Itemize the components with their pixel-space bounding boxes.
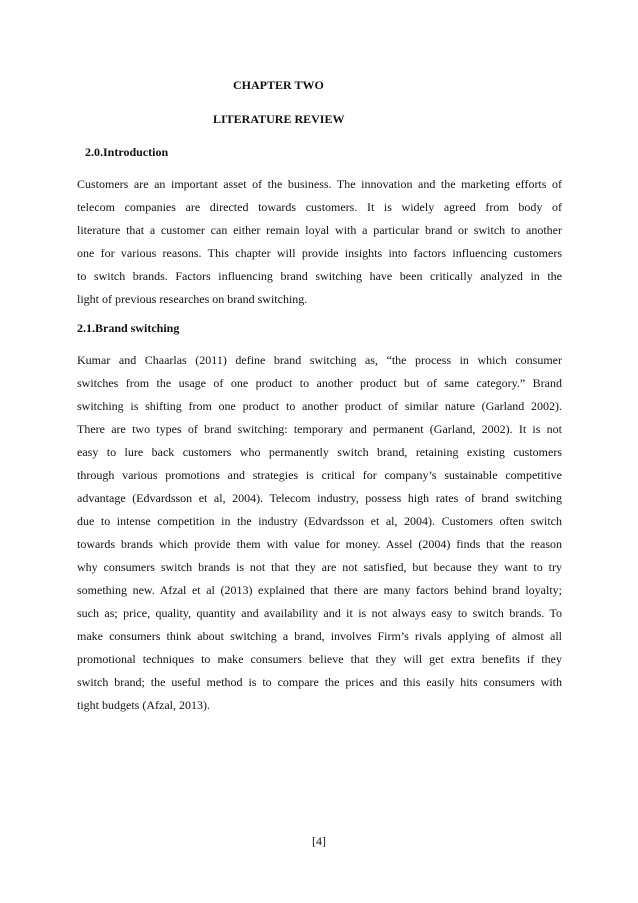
paragraph-line: such as; price, quality, quantity and availability and it is not always easy to switch brands. To: [77, 606, 562, 620]
paragraph-line: switches from the usage of one product to another product but of same category.” Brand: [77, 376, 562, 390]
paragraph-line: make consumers think about switching a brand, involves Firm’s rivals applying of almost all: [77, 629, 562, 643]
chapter-subtitle: LITERATURE REVIEW: [213, 112, 345, 126]
paragraph-line: Customers are an important asset of the business. The innovation and the marketing efforts of: [77, 177, 562, 191]
paragraph-line: Kumar and Chaarlas (2011) define brand switching as, “the process in which consumer: [77, 353, 562, 367]
paragraph-line: advantage (Edvardsson et al, 2004). Telecom industry, possess high rates of brand switching: [77, 491, 562, 505]
paragraph-line: why consumers switch brands is not that they are not satisfied, but because they want to try: [77, 560, 562, 574]
section-heading-introduction: 2.0.Introduction: [85, 145, 169, 159]
paragraph-line: telecom companies are directed towards customers. It is widely agreed from body of: [77, 200, 562, 214]
section-heading-brand-switching: 2.1.Brand switching: [77, 321, 180, 335]
paragraph-line: There are two types of brand switching: temporary and permanent (Garland, 2002). It is not: [77, 422, 562, 436]
paragraph-line: tight budgets (Afzal, 2013).: [77, 698, 210, 712]
paragraph-line: switching is shifting from one product to another product of similar nature (Garland 2002).: [77, 399, 562, 413]
page-number: [4]: [312, 834, 326, 848]
paragraph-line: easy to lure back customers who permanently switch brand, retaining existing customers: [77, 445, 562, 459]
paragraph-line: something new. Afzal et al (2013) explained that there are many factors behind brand loyalty;: [77, 583, 562, 597]
paragraph-line: to switch brands. Factors influencing brand switching have been critically analyzed in the: [77, 269, 562, 283]
paragraph-line: due to intense competition in the industry (Edvardsson et al, 2004). Customers often switch: [77, 514, 562, 528]
paragraph-line: through various promotions and strategies is critical for company’s sustainable competitive: [77, 468, 562, 482]
paragraph-line: promotional techniques to make consumers believe that they will get extra benefits if they: [77, 652, 562, 666]
paragraph-line: light of previous researches on brand switching.: [77, 292, 308, 306]
paragraph-line: switch brand; the useful method is to compare the prices and this easily hits consumers with: [77, 675, 562, 689]
paragraph-line: literature that a customer can either remain loyal with a particular brand or switch to another: [77, 223, 562, 237]
paragraph-line: one for various reasons. This chapter will provide insights into factors influencing customers: [77, 246, 562, 260]
chapter-title: CHAPTER TWO: [233, 78, 324, 92]
paragraph-line: towards brands which provide them with value for money. Assel (2004) finds that the reason: [77, 537, 562, 551]
